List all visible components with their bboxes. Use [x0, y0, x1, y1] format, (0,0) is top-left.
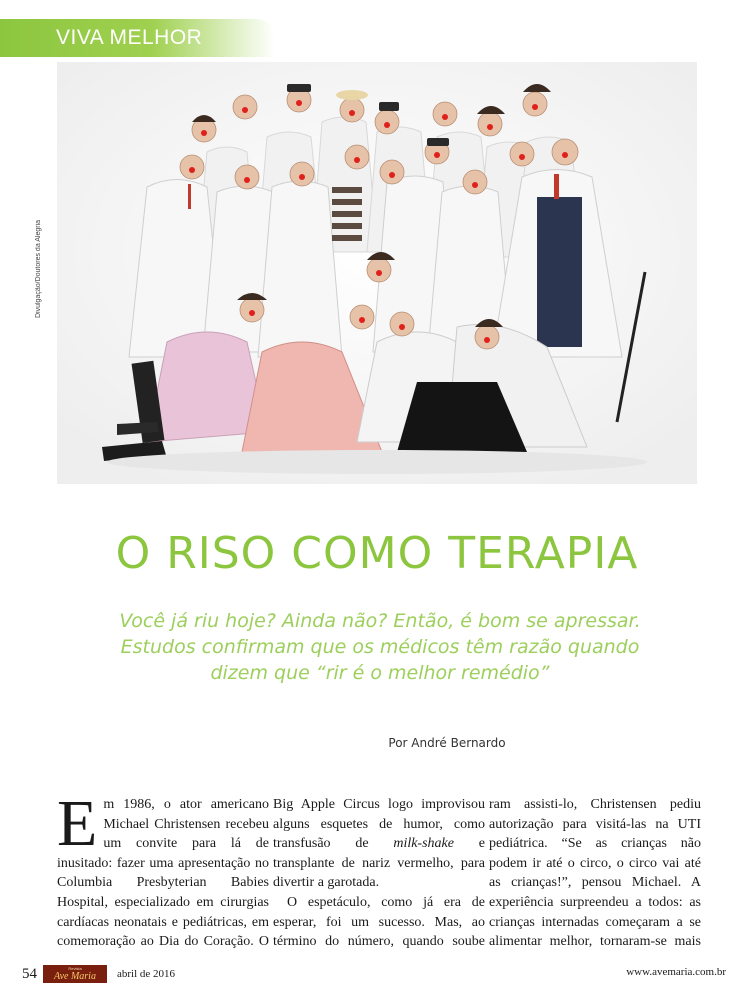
photo-credit: Divulgação/Doutores da Alegria: [35, 219, 42, 318]
column-2-paragraph-1: [273, 795, 485, 893]
article-column-1: [57, 795, 269, 955]
article-column-2: [273, 795, 485, 955]
logo-small-text: Revista: [68, 966, 82, 971]
magazine-logo: [43, 965, 107, 983]
section-label: VIVA MELHOR: [56, 26, 203, 49]
column-2-paragraph-2: O espetáculo, como já era de esperar, foi um sucesso. Mas, ao término do número, quando soube: [273, 894, 485, 950]
article-subtitle: Você já riu hoje? Ainda não? Então, é bom se apressar. Estudos confirmam que os médicos têm razão quando dizem que “rir é o melhor remédio”: [119, 610, 641, 684]
section-tab: [0, 19, 275, 57]
column-1-text: m 1986, o ator americano Michael Christensen recebeu um convite para lá de inusitado: fazer uma apresentação no Columbia Presbyterian Babies Hospital, especializado em cirurgias cardíacas neonatais e pediátricas, em comemoração ao Dia do Coração. O: [57, 797, 269, 950]
logo-title: Ave Maria: [54, 971, 96, 982]
article-byline: Por André Bernardo: [388, 736, 506, 750]
article-title: O RISO COMO TERAPIA: [115, 528, 639, 579]
column-2-emphasis: milk-shake: [393, 836, 454, 852]
issue-date: abril de 2016: [117, 968, 176, 980]
footer-left: [22, 963, 175, 985]
column-2-text-b: e transplante de nariz vermelho, para divertir a garotada.: [273, 836, 485, 891]
drop-cap: E: [57, 795, 98, 860]
page-number: 54: [22, 965, 37, 982]
article-column-3: [489, 795, 701, 955]
column-3-text: ram assisti-lo, Christensen pediu autorização para visitá-las na UTI pediátrica. “Se as crianças não podem ir até o circo, o circo vai até as crianças!”, pensou Michael. A experiência surpreendeu a todos: as crianças internadas começaram a se alimentar melhor, tornaram-se mais: [489, 797, 701, 950]
group-photo: [57, 62, 697, 484]
footer-url: www.avemaria.com.br: [626, 966, 726, 978]
column-2-text-a: Big Apple Circus logo improvisou alguns esquetes de humor, como transfusão de: [273, 797, 485, 852]
